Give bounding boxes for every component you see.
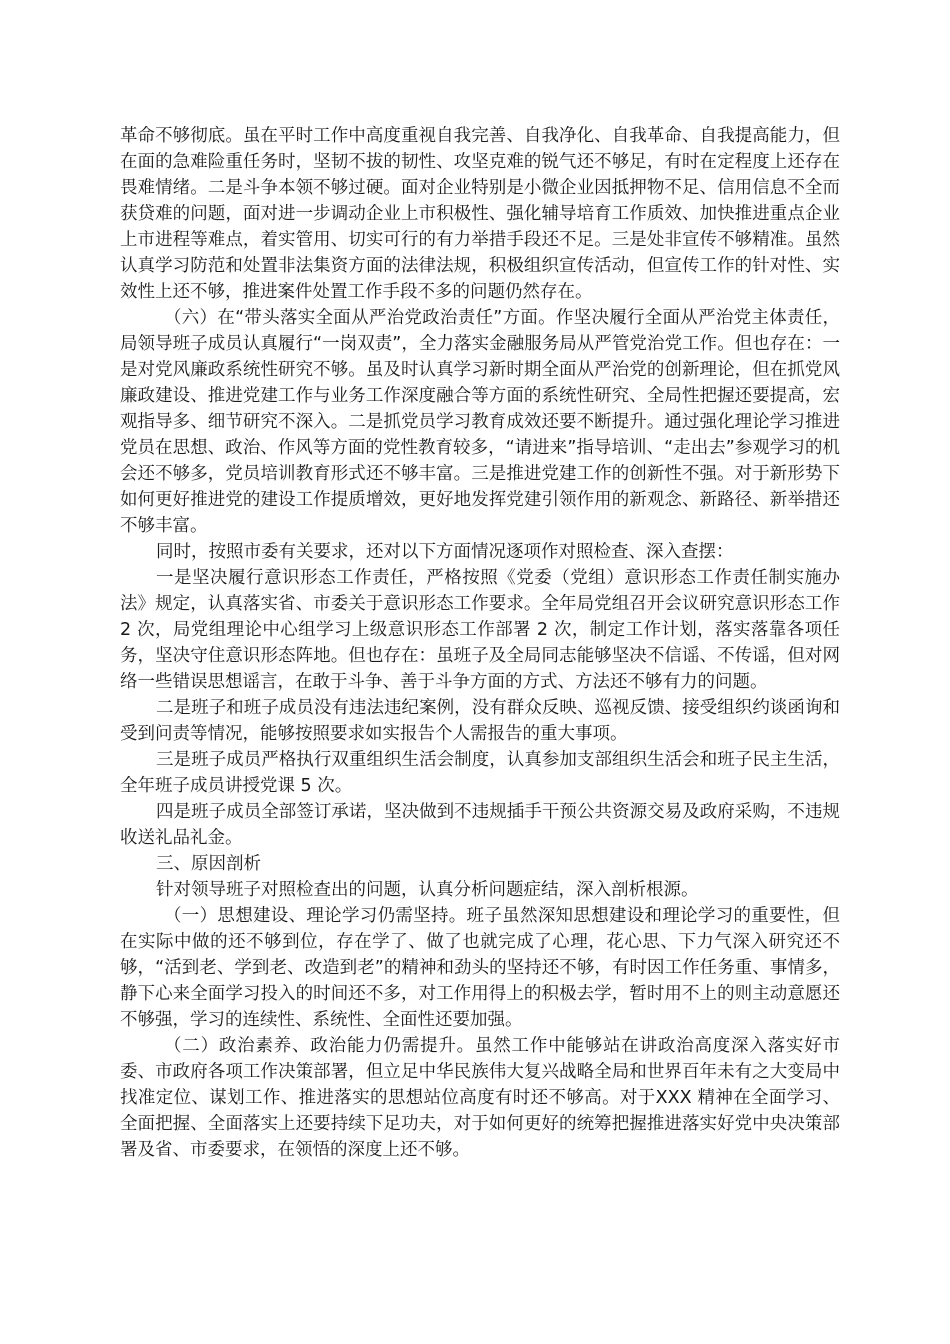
document-page — [120, 123, 840, 1163]
paragraph-item-two: 二是班子和班子成员没有违法违纪案例，没有群众反映、巡视反馈、接受组织约谈函询和受到问责等情况，能够按照要求如实报告个人需报告的重大事项。 — [120, 698, 840, 744]
section-heading-cause-analysis: 三、原因剖析 — [156, 854, 261, 874]
paragraph-cause-one: （一）思想建设、理论学习仍需坚持。班子虽然深知思想建设和理论学习的重要性，但在实际中做的还不够到位，存在学了、做了也就完成了心理，花心思、下力气深入研究还不够，“活到老、学到老、改造到老”的精神和劲头的坚持还不够，有时因工作任务重、事情多，静下心来全面学习投入的时间还不多，对工作用得上的积极去学，暂时用不上的则主动意愿还不够强，学习的连续性、系统性、全面性还要加强。 — [120, 906, 840, 1030]
paragraph-item-one: 一是坚决履行意识形态工作责任，严格按照《党委（党组）意识形态工作责任制实施办法》规定，认真落实省、市委关于意识形态工作要求。全年局党组召开会议研究意识形态工作 2 次，局党组理论中心组学习上级意识形态工作部署 2 次，制定工作计划，落实落靠各项任务，坚决守住意识形态阵地。但也存在：虽班子及全局同志能够坚决不信谣、不传谣，但对网络一些错误思想谣言，在敢于斗争、善于斗争方面的方式、方法还不够有力的问题。 — [120, 568, 840, 692]
paragraph-item-four: 四是班子成员全部签订承诺，坚决做到不违规插手干预公共资源交易及政府采购，不违规收送礼品礼金。 — [120, 802, 840, 848]
paragraph-continuation: 革命不够彻底。虽在平时工作中高度重视自我完善、自我净化、自我革命、自我提高能力，但在面的急难险重任务时，坚韧不拔的韧性、攻坚克难的锐气还不够足，有时在定程度上还存在畏难情绪。二是斗争本领不够过硬。面对企业特别是小微企业因抵押物不足、信用信息不全而获贷难的问题，面对进一步调动企业上市积极性、强化辅导培育工作质效、加快推进重点企业上市进程等难点，着实管用、切实可行的有力举措手段还不足。三是处非宣传不够精准。虽然认真学习防范和处置非法集资方面的法律法规，积极组织宣传活动，但宣传工作的针对性、实效性上还不够，推进案件处置工作手段不多的问题仍然存在。 — [120, 126, 840, 302]
paragraph-section-six: （六）在“带头落实全面从严治党政治责任”方面。作坚决履行全面从严治党主体责任，局领导班子成员认真履行“一岗双责”，全力落实金融服务局从严管党治党工作。但也存在：一是对党风廉政系统性研究不够。虽及时认真学习新时期全面从严治党的创新理论，但在抓党风廉政建设、推进党建工作与业务工作深度融合等方面的系统性研究、全局性把握还要提高，宏观指导多、细节研究不深入。二是抓党员学习教育成效还要不断提升。通过强化理论学习推进党员在思想、政治、作风等方面的党性教育较多，“请进来”指导培训、“走出去”参观学习的机会还不够多，党员培训教育形式还不够丰富。三是推进党建工作的创新性不强。对于新形势下如何更好推进党的建设工作提质增效，更好地发挥党建引领作用的新观念、新路径、新举措还不够丰富。 — [120, 308, 840, 536]
paragraph-analysis-intro: 针对领导班子对照检查出的问题，认真分析问题症结，深入剖析根源。 — [156, 880, 699, 900]
paragraph-item-three: 三是班子成员严格执行双重组织生活会制度，认真参加支部组织生活会和班子民主生活，全年班子成员讲授党课 5 次。 — [120, 750, 840, 796]
paragraph-cause-two: （二）政治素养、政治能力仍需提升。虽然工作中能够站在讲政治高度深入落实好市委、市政府各项工作决策部署，但立足中华民族伟大复兴战略全局和世界百年未有之大变局中找准定位、谋划工作、推进落实的思想站位高度有时还不够高。对于XXX 精神在全面学习、全面把握、全面落实上还要持续下足功夫，对于如何更好的统筹把握推进落实好党中央决策部署及省、市委要求，在领悟的深度上还不够。 — [120, 1036, 840, 1160]
paragraph-checklist-intro: 同时，按照市委有关要求，还对以下方面情况逐项作对照检查、深入查摆： — [156, 542, 734, 562]
